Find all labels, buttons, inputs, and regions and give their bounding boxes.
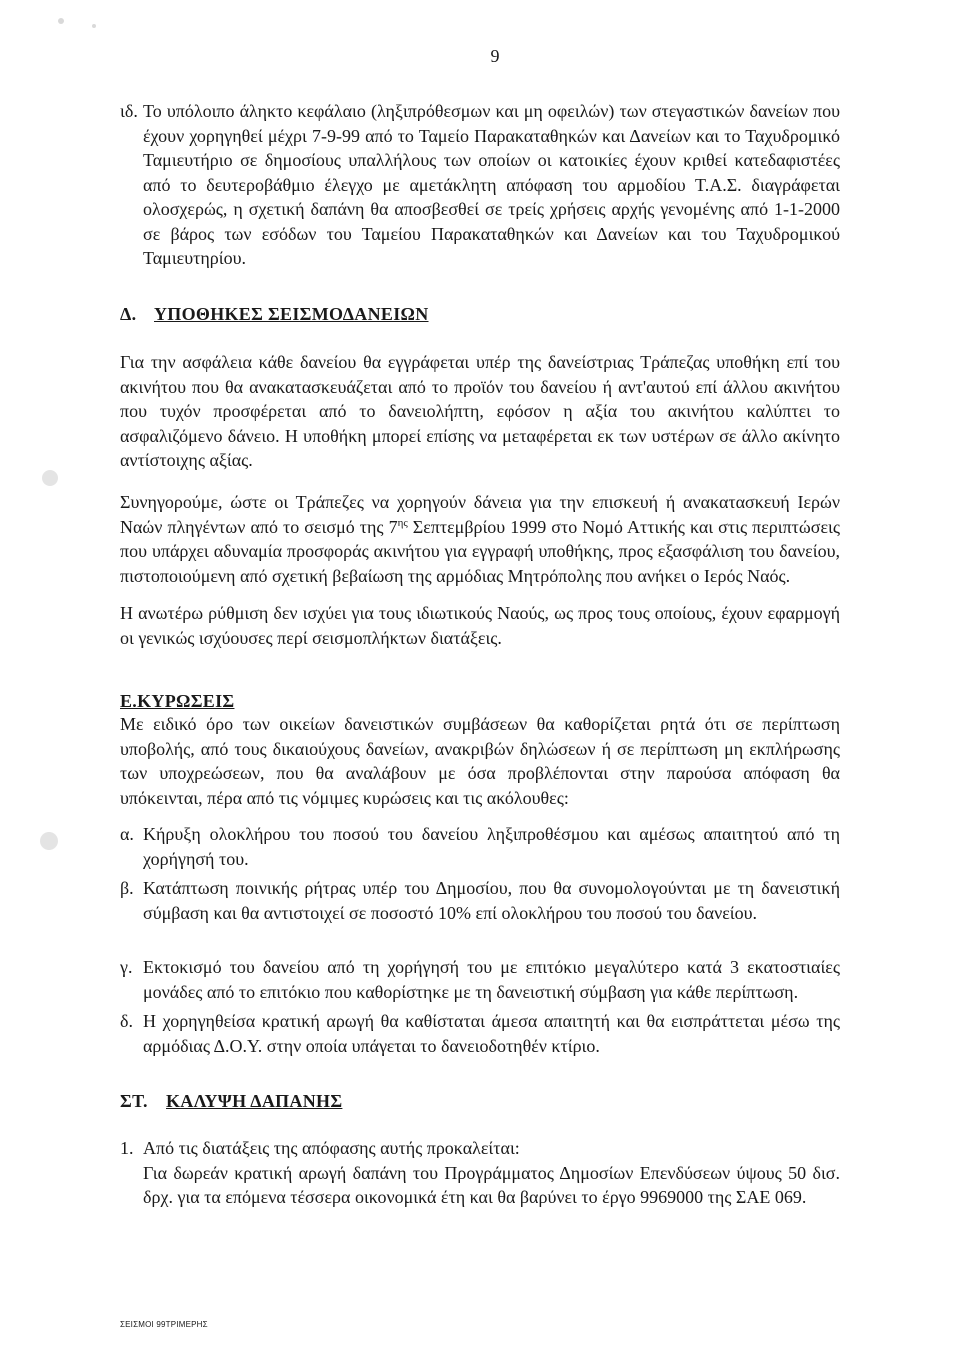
sanction-item-marker: γ.: [120, 957, 133, 977]
section-st-number: ΣΤ.: [120, 1091, 148, 1111]
coverage-item-line-1: Από τις διατάξεις της απόφασης αυτής προκαλείται:: [143, 1138, 520, 1158]
sanction-item-marker: δ.: [120, 1011, 133, 1031]
section-e-intro: Με ειδικό όρο των οικείων δανειστικών συμβάσεων θα καθορίζεται ρητά ότι σε περίπτωση υποβολής, από τους δικαιούχους δανείων, ανακριβών δηλώσεων ή σε περίπτωση μη εκπλήρωσης των υποχρεώσεων, που θα αναλάβουν με όσα προβλέπονται στην παρούσα απόφαση θα υπόκεινται, πέρα από τις νόμιμες κυρώσεις και τις ακόλουθες:: [120, 714, 840, 808]
coverage-item-marker: 1.: [120, 1138, 134, 1158]
section-d-paragraph-1: Για την ασφάλεια κάθε δανείου θα εγγράφεται υπέρ της δανείστριας Τράπεζας υποθήκη επί του ακινήτου που θα ανακατασκευάζεται από το προϊόν του δανείου ή αντ'αυτού επί άλλου ακινήτου που τυχόν προσφέρεται από το δανειολήπτη, εφόσον η αξία του ακινήτου καλύπτει το ασφαλιζόμενο δάνειο. Η υποθήκη μπορεί επίσης να μεταφέρεται εκ των υστέρων σε άλλο ακίνητο αντίστοιχης αξίας.: [120, 352, 840, 470]
punch-hole-mark: [42, 470, 58, 486]
ordinal-suffix: ης: [397, 516, 408, 529]
sanction-item-text: Η χορηγηθείσα κρατική αρωγή θα καθίσταται άμεσα απαιτητή και θα εισπράττεται μέσω της αρμόδιας Δ.Ο.Υ. στην οποία υπάγεται το δανειοδοτηθέν κτίριο.: [143, 1011, 840, 1056]
sanction-item-text: Κατάπτωση ποινικής ρήτρας υπέρ του Δημοσίου, που θα συνομολογούνται με τη δανειστική σύμβαση και θα αντιστοιχεί σε ποσοστό 10% επί ολοκλήρου του ποσού του δανείου.: [143, 878, 840, 923]
intro-text: Το υπόλοιπο άληκτο κεφάλαιο (ληξιπρόθεσμων και μη οφειλών) των στεγαστικών δανείων που έχουν χορηγηθεί μέχρι 7-9-99 από το Ταμείο Παρακαταθηκών και Δανείων και το Ταχυδρομικό Ταμιευτήριο σε δημοσίους υπαλλήλους των οποίων οι κατοικίες έχουν κριθεί κατεδαφιστέες από το δευτεροβάθμιο έλεγχο με αμετάκλητη απόφαση του αρμοδίου Τ.Α.Σ. διαγράφεται ολοσχερώς, η σχετική δαπάνη θα αποσβεσθεί σε τρείς χρήσεις αρχής γενομένης από 1-1-2000 σε βάρος των εσόδων του Ταμείου Παρακαταθηκών και Δανείων και του Ταχυδρομικού Ταμιευτηρίου.: [143, 101, 840, 268]
section-d-paragraph-3: Η ανωτέρω ρύθμιση δεν ισχύει για τους ιδιωτικούς Ναούς, ως προς τους οποίους, έχουν εφαρμογή οι γενικώς ισχύουσες περί σεισμοπλήκτων διατάξεις.: [120, 603, 840, 648]
footer-file-label: ΣΕΙΣΜΟΙ 99ΤΡΙΜΕΡΗΣ: [120, 1320, 208, 1329]
section-e-heading: Ε.ΚΥΡΩΣΕΙΣ: [120, 691, 235, 711]
sanction-item-b: [120, 876, 840, 925]
section-st-heading: [120, 1089, 342, 1114]
sanction-item-d: [120, 1009, 840, 1058]
section-d-title: ΥΠΟΘΗΚΕΣ ΣΕΙΣΜΟΔΑΝΕΙΩΝ: [154, 304, 429, 324]
section-d-paragraph-2-part-a: Συνηγορούμε, ώστε οι Τράπεζες να χορηγούν δάνεια για την επισκευή ή ανακατασκευή Ιερών Ναών πληγέντων από το σεισμό της 7: [120, 492, 840, 537]
intro-marker: ιδ.: [120, 101, 138, 121]
section-st-title: ΚΑΛΥΨΗ ΔΑΠΑΝΗΣ: [166, 1091, 343, 1111]
sanction-item-marker: β.: [120, 878, 134, 898]
sanction-item-a: [120, 822, 840, 871]
coverage-item-text: Για δωρεάν κρατική αρωγή δαπάνη του Προγράμματος Δημοσίων Επενδύσεων ύψους 50 δισ. δρχ. για τα επόμενα τέσσερα οικονομικά έτη και θα βαρύνει το έργο 9969000 της ΣΑΕ 069.: [143, 1162, 840, 1207]
section-d-number: Δ.: [120, 304, 137, 324]
sanction-item-text: Εκτοκισμό του δανείου από τη χορήγησή του με επιτόκιο μεγαλύτερο κατά 3 εκατοστιαίες μονάδες από το επιτόκιο που καθορίστηκε με τη δανειστική σύμβαση για κάθε περίπτωση.: [143, 957, 840, 1002]
sanction-item-c: [120, 955, 840, 1004]
sanction-item-text: Κήρυξη ολοκλήρου του ποσού του δανείου ληξιπροθέσμου και αμέσως απαιτητού από τη χορήγησή του.: [143, 824, 840, 869]
sanction-item-marker: α.: [120, 824, 134, 844]
section-d-paragraph-2-part-b: Σεπτεμβρίου 1999 στο Νομό Αττικής και στις περιπτώσεις που υπάρχει αδυναμία προσφοράς ακινήτου για εγγραφή υποθήκης, προς εξασφάλιση του δανείου, πιστοποιούμενη από σχετική βεβαίωση της αρμόδιας Μητρόπολης που ανήκει ο Ιερός Ναός.: [120, 516, 840, 586]
intro-paragraph: [120, 99, 840, 271]
punch-hole-mark: [40, 832, 58, 850]
section-d-heading: [120, 302, 429, 327]
section-d-paragraph-2: [120, 490, 840, 588]
page-number: 9: [490, 46, 500, 66]
coverage-item-1: [120, 1136, 840, 1210]
scan-speck: [92, 24, 96, 28]
scan-speck: [58, 18, 64, 24]
